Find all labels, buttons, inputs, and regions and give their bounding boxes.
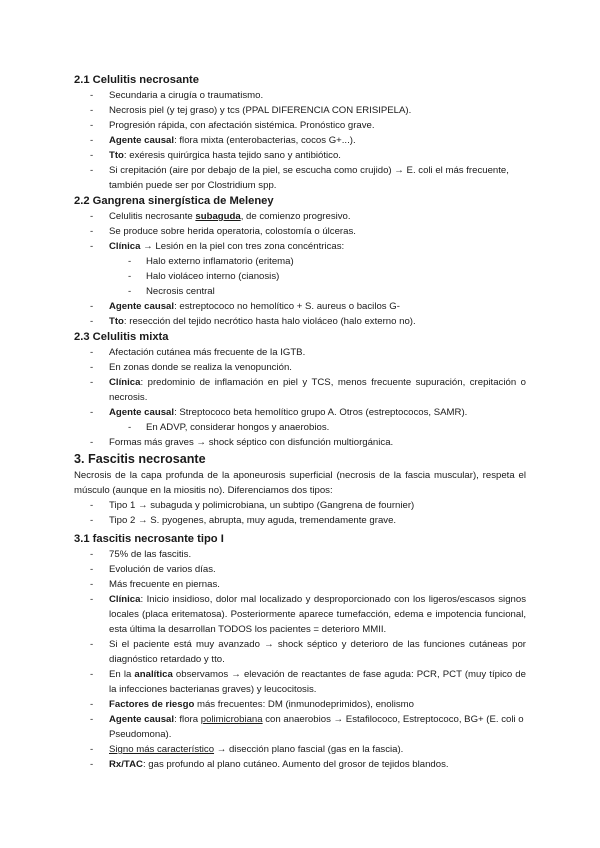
list-item xyxy=(90,133,526,148)
list-item xyxy=(90,757,526,772)
label-rx-tac: Rx/TAC xyxy=(109,759,143,770)
section-title-2-3: 2.3 Celulitis mixta xyxy=(74,331,169,343)
list-item: - En ADVP, considerar hongos y anaerobios. xyxy=(128,420,526,435)
list-2-2 xyxy=(74,209,526,329)
list-item xyxy=(90,742,526,757)
text-agente-causal: : Streptococo beta hemolítico grupo A. Otros (estreptococos, SAMR). xyxy=(174,407,468,418)
label-clinica: Clínica xyxy=(109,377,141,388)
list-item: - Tipo 2 → S. pyogenes, abrupta, muy aguda, tremendamente grave. xyxy=(90,513,526,528)
text-agente-pre: : flora xyxy=(174,714,201,725)
list-item: - Halo violáceo interno (cianosis) xyxy=(128,269,526,284)
section-title-3: 3. Fascitis necrosante xyxy=(74,452,206,466)
label-agente-causal: Agente causal xyxy=(109,135,175,146)
text-clinica: : Inicio insidioso, dolor mal localizado y desproporcionado con los ligeros/escasos signos locales (placa eritematosa). Posteriormente aparece tumefacción, edema e impotencia funcional, esta última la desarrollan TODOS los pacientes = deterioro MMII. xyxy=(109,594,526,635)
list-item: - Necrosis piel (y tej graso) y tcs (PPAL DIFERENCIA CON ERISIPELA). xyxy=(90,103,526,118)
list-item: - Se produce sobre herida operatoria, colostomía o úlceras. xyxy=(90,224,526,239)
label-tto: Tto xyxy=(109,150,124,161)
text-polimicrobiana: polimicrobiana xyxy=(200,714,263,725)
list-item: - Progresión rápida, con afectación sistémica. Pronóstico grave. xyxy=(90,118,526,133)
text-analitica-pre: En la xyxy=(109,669,135,680)
list-item xyxy=(90,314,526,329)
label-agente-causal: Agente causal xyxy=(109,407,175,418)
list-item: - Halo externo inflamatorio (eritema) xyxy=(128,254,526,269)
label-clinica: Clínica xyxy=(109,594,141,605)
list-item: - Tipo 1 → subaguda y polimicrobiana, un subtipo (Gangrena de fournier) xyxy=(90,498,526,513)
text-tto: : exéresis quirúrgica hasta tejido sano y antibiótico. xyxy=(123,150,341,161)
section-title-3-1: 3.1 fascitis necrosante tipo I xyxy=(74,533,224,545)
paragraph-intro: Necrosis de la capa profunda de la aponeurosis superficial (necrosis de la fascia muscular), respeta el músculo (aunque en la miositis no). Diferenciamos dos tipos: xyxy=(74,470,526,496)
label-agente-causal: Agente causal xyxy=(109,301,175,312)
list-item xyxy=(90,209,526,224)
list-tipos xyxy=(74,498,526,528)
list-item xyxy=(90,375,526,405)
list-item xyxy=(90,667,526,697)
list-item: - Evolución de varios días. xyxy=(90,562,526,577)
list-item: - En zonas donde se realiza la venopunción. xyxy=(90,360,526,375)
list-item: - Si crepitación (aire por debajo de la piel, se escucha como crujido) → E. coli el más frecuente, también puede ser por Clostridium spp. xyxy=(90,163,526,193)
sublist-advp xyxy=(109,420,526,435)
label-agente-causal: Agente causal xyxy=(109,714,175,725)
label-clinica: Clínica xyxy=(109,241,141,252)
text-analitica: observamos → elevación de reactantes de fase aguda: PCR, PCT (muy típico de la infecciones bacterianas graves) y leucocitosis. xyxy=(109,669,526,695)
text-clinica: → Lesión en la piel con tres zona concéntricas: xyxy=(140,241,345,252)
text-clinica: : predominio de inflamación en piel y TCS, menos frecuente supuración, crepitación o necrosis. xyxy=(109,377,526,403)
list-item: - Más frecuente en piernas. xyxy=(90,577,526,592)
list-item: - Si el paciente está muy avanzado → shock séptico y deterioro de las funciones cutáneas por diagnóstico retardado y tto. xyxy=(90,637,526,667)
text-rx-tac: : gas profundo al plano cutáneo. Aumento del grosor de tejidos blandos. xyxy=(142,759,449,770)
text-tto: : resección del tejido necrótico hasta halo violáceo (halo externo no). xyxy=(123,316,416,327)
list-item xyxy=(90,405,526,435)
sublist-zonas xyxy=(109,254,526,299)
text-agente-causal: : estreptococo no hemolítico + S. aureus o bacilos G- xyxy=(174,301,400,312)
section-title-2-1: 2.1 Celulitis necrosante xyxy=(74,74,199,86)
section-title-2-2: 2.2 Gangrena sinergística de Meleney xyxy=(74,195,274,207)
list-2-1 xyxy=(74,88,526,193)
text-agente-causal: con anaerobios → Estafilococo, Estreptococo, BG+ (E. coli o Pseudomona). xyxy=(109,714,524,740)
list-item xyxy=(90,697,526,712)
label-factores-riesgo: Factores de riesgo xyxy=(109,699,195,710)
label-tto: Tto xyxy=(109,316,124,327)
list-item: - Necrosis central xyxy=(128,284,526,299)
label-signo: Signo más característico xyxy=(109,744,215,755)
list-3-1 xyxy=(74,547,526,772)
list-item: - Formas más graves → shock séptico con disfunción multiorgánica. xyxy=(90,435,526,450)
text-factores-riesgo: más frecuentes: DM (inmunodeprimidos), enolismo xyxy=(194,699,414,710)
text-celulitis-pre: Celulitis necrosante xyxy=(109,211,196,222)
text-signo: → disección plano fascial (gas en la fascia). xyxy=(214,744,404,755)
list-item xyxy=(90,239,526,299)
text-celulitis-post: , de comienzo progresivo. xyxy=(240,211,351,222)
list-item xyxy=(90,592,526,637)
list-2-3 xyxy=(74,345,526,450)
list-item xyxy=(90,299,526,314)
list-item: - Secundaria a cirugía o traumatismo. xyxy=(90,88,526,103)
label-analitica: analítica xyxy=(134,669,173,680)
text-subaguda: subaguda xyxy=(195,211,241,222)
list-item: - Afectación cutánea más frecuente de la IGTB. xyxy=(90,345,526,360)
list-item xyxy=(90,712,526,742)
list-item xyxy=(90,148,526,163)
text-agente-causal: : flora mixta (enterobacterias, cocos G+...). xyxy=(174,135,356,146)
list-item: - 75% de las fascitis. xyxy=(90,547,526,562)
